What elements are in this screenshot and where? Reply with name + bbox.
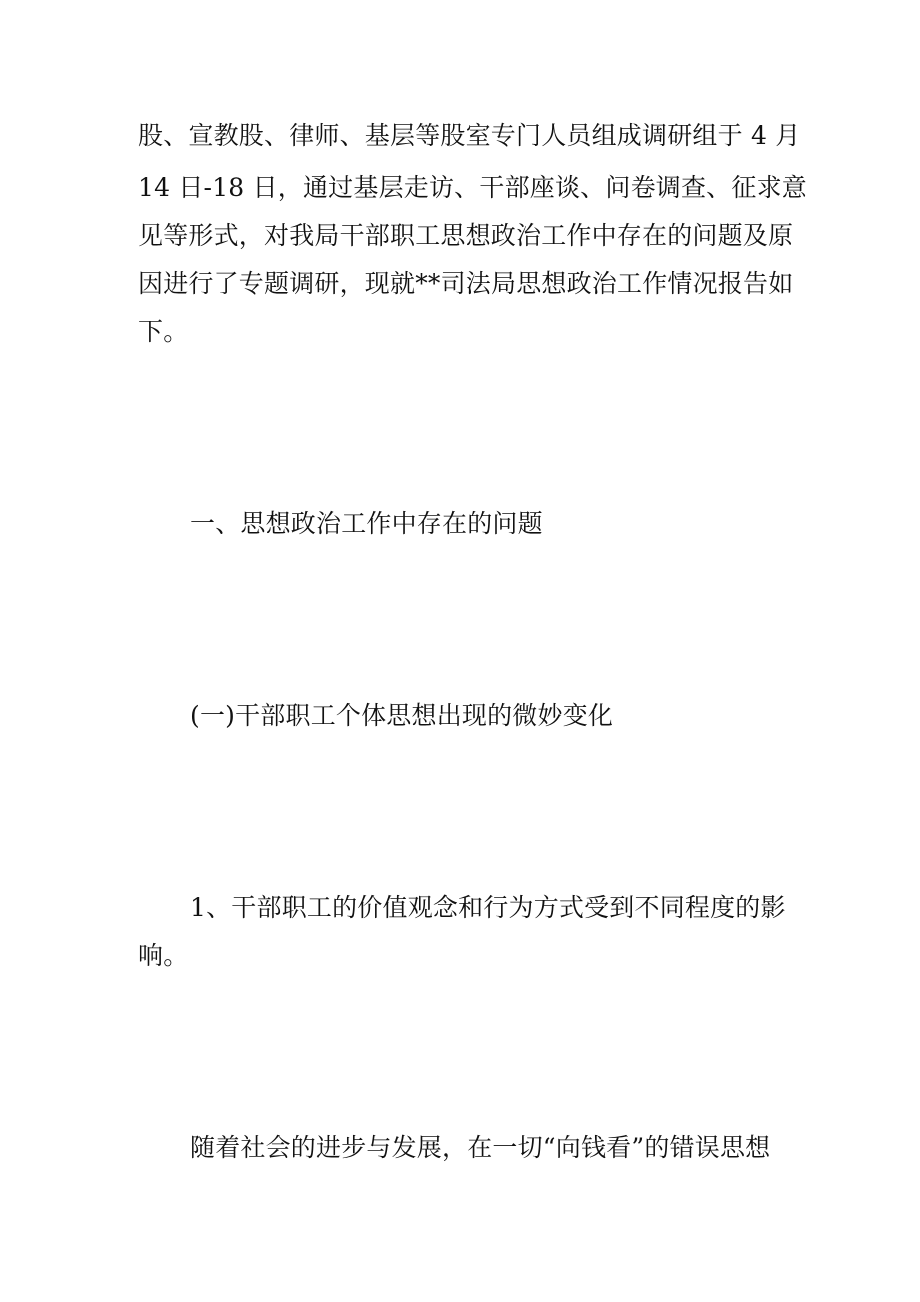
- paragraph-intro-line-4: 因进行了专题调研，现就**司法局思想政治工作情况报告如: [138, 269, 794, 298]
- paragraph-intro-line-3: 见等形式，对我局干部职工思想政治工作中存在的问题及原: [138, 221, 794, 250]
- section-heading-1: 一、思想政治工作中存在的问题: [190, 509, 543, 538]
- paragraph-item1-line-2: 响。: [138, 941, 189, 970]
- paragraph-intro-line-2: 14 日-18 日，通过基层走访、干部座谈、问卷调查、征求意: [138, 173, 807, 202]
- paragraph-item1-line-1: 1、干部职工的价值观念和行为方式受到不同程度的影: [190, 893, 786, 922]
- section-heading-2: (一)干部职工个体思想出现的微妙变化: [190, 701, 614, 730]
- paragraph-intro-line-1: 股、宣教股、律师、基层等股室专门人员组成调研组于 4 月: [138, 121, 801, 150]
- paragraph-intro-line-5: 下。: [138, 317, 189, 346]
- paragraph-next-line-1: 随着社会的进步与发展，在一切“向钱看”的错误思想: [190, 1133, 771, 1162]
